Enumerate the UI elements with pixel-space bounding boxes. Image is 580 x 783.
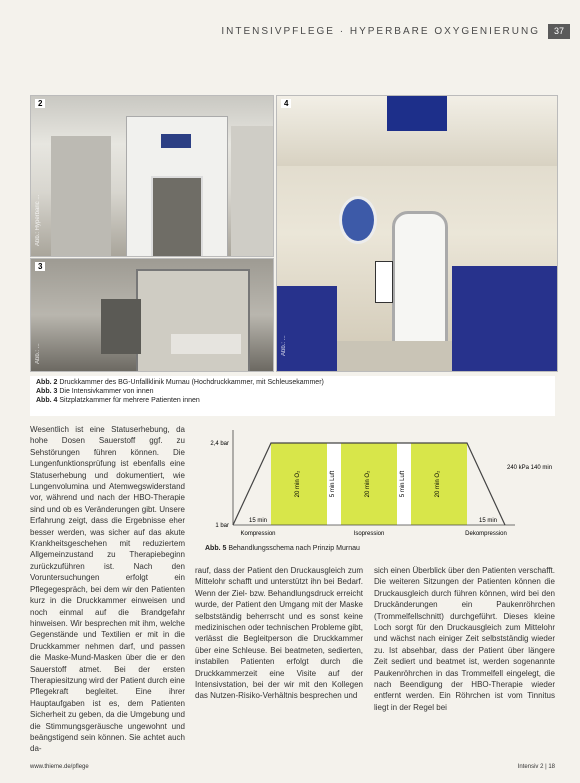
photo-captions — [30, 376, 555, 416]
body-column-1: Wesentlich ist eine Statuserhebung, da hohe Dosen Sauerstoff ggf. zu Sehstörungen führen können. Die Lungenfunktionsprüfung ist ebenfalls eine Statuserhebung und dokumentiert, wie Lungenvolumina und Atemwegswiderstand vor, während und nach der HBO-Therapie sind und ob es Veränderungen gibt. Unsere Erfahrung zeigt, dass die Ergebnisse eher besser werden, was sicher auf das akute Krankheitsgeschehen mit reduziertem Allgemeinzustand zu Therapiebeginn zurückzuführen ist. Nach den Voruntersuchungen erfolgt ein Pflegegespräch, bei dem wir den Patienten kurz in die Druckkammer einweisen und noch einmal auf die Brandgefahr hinweisen. Wir besprechen mit ihm, welche Gegenstände und Textilien er mit in die Druckkammer nehmen darf, und passen die Maske-Mund-Masken über die er den Sauerstoff atmet. Bei der ersten Therapiesitzung wird der Patient durch eine Pflegekraft begleitet. Eine ihrer Hauptaufgaben ist es, dem Patienten Sicherheit zu geben, da die Umgebung und die Stimmungsgeräusche ungewohnt und beängstigend sein können. Sie achtet auch da- — [30, 425, 185, 754]
chart-caption-text: Behandlungsschema nach Prinzip Murnau — [228, 545, 360, 552]
photo-number: 2 — [35, 99, 45, 108]
photo-number: 4 — [281, 99, 291, 108]
seat-row-right — [452, 266, 557, 371]
photo-credit: Abb.: ... — [35, 343, 41, 364]
caption-label: Abb. 3 — [36, 388, 58, 395]
seat-row-left — [277, 286, 337, 371]
floor — [337, 341, 452, 371]
photo-credit: Abb.: ... — [281, 335, 287, 356]
photo-intensive-chamber — [30, 258, 274, 372]
right-structure — [231, 126, 273, 256]
pressure-annotation: 240 kPa 140 min — [507, 465, 553, 471]
section-title: INTENSIVPFLEGE · HYPERBARE OXYGENIERUNG — [221, 26, 540, 37]
chamber-door — [151, 176, 203, 257]
decompression-duration: 15 min — [478, 518, 498, 524]
photo-chamber-exterior — [30, 95, 274, 257]
segment-label: 5 min Luft — [400, 470, 406, 498]
photo-seat-chamber — [276, 95, 558, 372]
caption-label: Abb. 2 — [36, 379, 58, 386]
y-max-label: 2,4 bar — [210, 441, 229, 447]
chamber-logo — [161, 134, 191, 148]
chart-caption — [205, 545, 505, 552]
compression-duration: 15 min — [248, 518, 268, 524]
y-min-label: 1 bar — [215, 523, 229, 529]
caption-row — [36, 396, 549, 405]
segment-label: 20 min O₂ — [295, 470, 301, 498]
haus-sign — [375, 261, 393, 303]
caption-row — [36, 387, 549, 396]
photo-number: 3 — [35, 262, 45, 271]
caption-text: Sitzplatzkammer für mehrere Patienten innen — [59, 397, 200, 404]
caption-text: Die Intensivkammer von innen — [59, 388, 154, 395]
photo-credit: Abb.: Hyperbaric ... — [35, 194, 41, 246]
phase-decompression: Dekompression — [465, 531, 507, 537]
footer-url: www.thieme.de/pflege — [30, 764, 89, 770]
porthole-left — [339, 196, 377, 244]
caption-row — [36, 378, 549, 387]
treatment-chart — [195, 425, 555, 555]
caption-text: Druckkammer des BG-Unfallklinik Murnau (Hochdruckkammer, mit Schleusekammer) — [59, 379, 324, 386]
corridor-door — [392, 211, 448, 347]
body-column-2: rauf, dass der Patient den Druckausgleich zum Mittelohr schafft und unterstützt ihn bei Bedarf. Wenn der Ziel- bzw. Behandlungsdruck erreicht wurde, der Patient den Umgang mit der Maske selbstständig beherrscht und es sonst keine medizinischen oder technischen Probleme gibt, verlässt die Begleitperson die Druckkammer über eine Schleuse. Bei beatmeten, sedierten, instabilen Patienten erfolgt durch die Druckkammerzeit eine Visite auf der Intensivstation, bei der wir mit den Kollegen das Nutzen-Risiko-Verhältnis besprechen und — [195, 566, 363, 701]
footer-issue: Intensiv 2 | 18 — [517, 764, 555, 770]
phase-compression: Kompression — [240, 531, 276, 537]
inner-door — [136, 269, 250, 372]
segment-label: 20 min O₂ — [365, 470, 371, 498]
page-number: 37 — [548, 24, 570, 39]
body-column-3: sich einen Überblick über den Patienten verschafft. Die weiteren Sitzungen der Patienten können die Druckausgleich durch führen können, wird bei den Druckänderungen ein Paukenröhrchen (Trommelfellschnitt) durchgeführt. Dieses kleine Loch sorgt für den Druckausgleich zum Mittelohr und wächst nach einiger Zeit selbstständig wieder zu. Ist absehbar, dass der Patient über längere Zeit sediert und beatmet ist, werden sogenannte Paukenröhrchen in das Trommelfell eingelegt, die nach Beendigung der HBO-Therapie wieder entfernt werden. Ein Röhrchen ist vom Tinnitus liegt in der Regel bei — [374, 566, 555, 712]
ceiling-light — [387, 96, 447, 131]
segment-label: 5 min Luft — [330, 470, 336, 498]
caption-label: Abb. 4 — [36, 397, 58, 404]
phase-isopression: Isopression — [353, 531, 385, 537]
side-structure — [51, 136, 111, 256]
chart-caption-label: Abb. 5 — [205, 545, 227, 552]
page-footer — [30, 764, 555, 776]
segment-label: 20 min O₂ — [435, 470, 441, 498]
patient-bed — [171, 334, 241, 354]
page-header — [0, 20, 580, 46]
medical-equipment — [101, 299, 141, 354]
